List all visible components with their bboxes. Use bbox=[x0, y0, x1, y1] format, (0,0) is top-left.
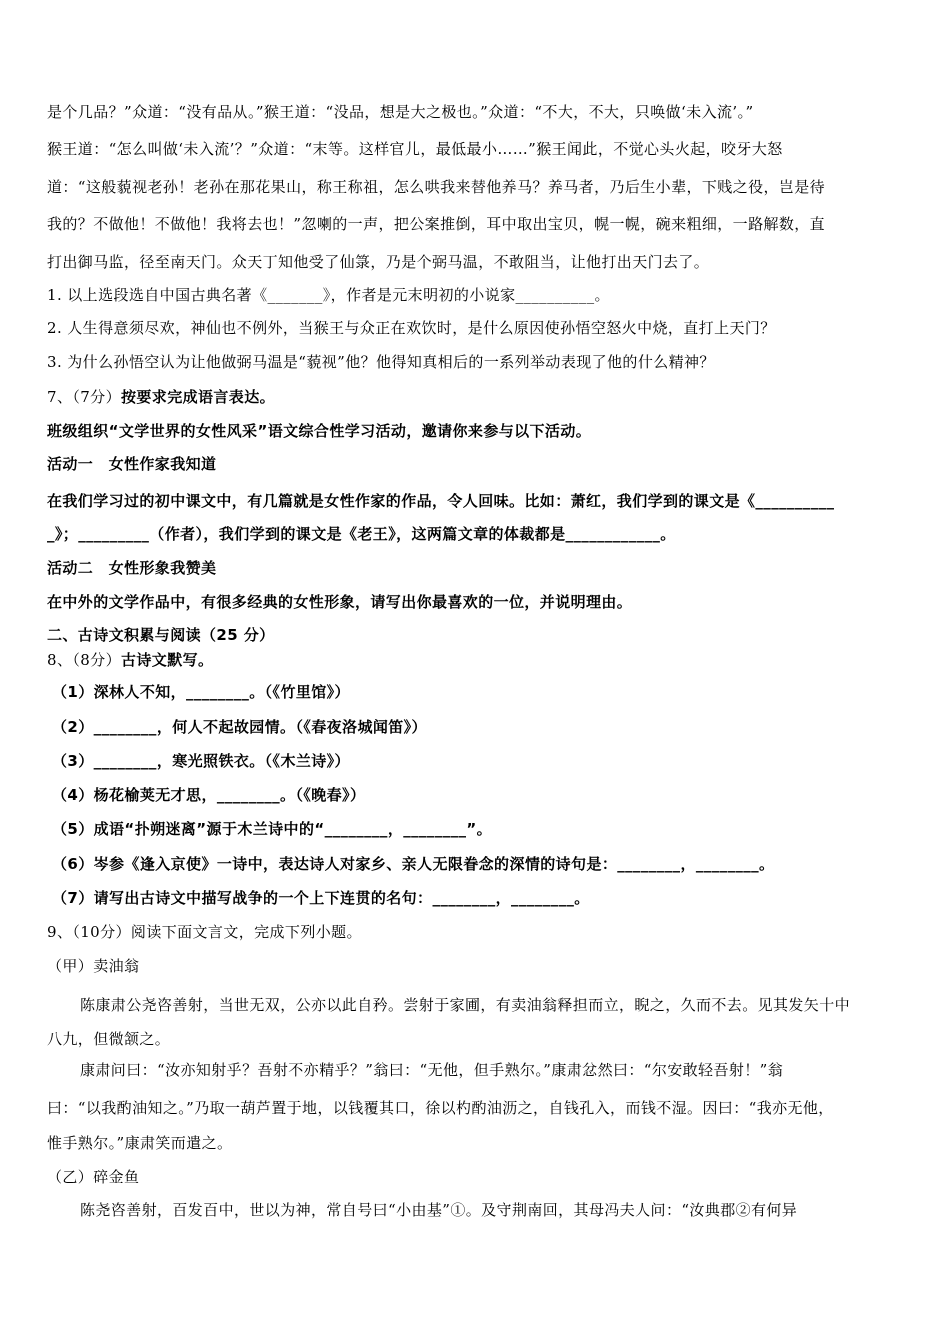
passage-line: 道：“这般藐视老孙！老孙在那花果山，称王称祖，怎么哄我来替他养马？养马者，乃后生小辈，下贱之役，岂是待 bbox=[47, 178, 826, 196]
poem-item: （3）________，寒光照铁衣。（《木兰诗》） bbox=[52, 752, 350, 770]
passage-title: （甲）卖油翁 bbox=[47, 957, 140, 975]
classical-text-line: 曰：“以我酌油知之。”乃取一葫芦置于地，以钱覆其口，徐以杓酌油沥之，自钱孔入，而钱不湿。因曰：“我亦无他， bbox=[47, 1099, 834, 1117]
question-item: 2. 人生得意须尽欢，神仙也不例外，当猴王与众正在欢饮时，是什么原因使孙悟空怒火中烧，直打上天门？ bbox=[47, 319, 776, 337]
classical-text-line: 康肃问曰：“汝亦知射乎？吾射不亦精乎？”翁曰：“无他，但手熟尔。”康肃忿然曰：“尔安敢轻吾射！”翁 bbox=[80, 1061, 784, 1079]
question-title: 按要求完成语言表达。 bbox=[121, 388, 276, 406]
question-number: 7、（7分） bbox=[47, 388, 121, 406]
question-item: 3. 为什么孙悟空认为让他做弼马温是“藐视”他？他得知真相后的一系列举动表现了他的什么精神？ bbox=[47, 353, 715, 371]
poem-item: （2）________，何人不起故园情。（《春夜洛城闻笛》） bbox=[52, 718, 427, 736]
passage-line: 猴王道：“怎么叫做‘未入流’？”众道：“末等。这样官儿，最低最小……”猴王闻此，不觉心头火起，咬牙大怒 bbox=[47, 140, 783, 158]
poem-item: （7）请写出古诗文中描写战争的一个上下连贯的名句：________，________。 bbox=[52, 889, 590, 907]
classical-text-line: 陈康肃公尧咨善射，当世无双，公亦以此自矜。尝射于家圃，有卖油翁释担而立，睨之，久而不去。见其发矢十中 bbox=[80, 996, 851, 1014]
poem-item: （6）岑参《逢入京使》一诗中，表达诗人对家乡、亲人无限眷念的深情的诗句是：________，________。 bbox=[52, 855, 775, 873]
activity-text: 在我们学习过的初中课文中，有几篇就是女性作家的作品，令人回味。比如：萧红，我们学到的课文是《__________ bbox=[47, 492, 835, 510]
poem-item: （5）成语“扑朔迷离”源于木兰诗中的“________，________”。 bbox=[52, 820, 493, 838]
question-9-heading: 9、（10分）阅读下面文言文，完成下列小题。 bbox=[47, 923, 362, 941]
passage-title: （乙）碎金鱼 bbox=[47, 1168, 140, 1186]
question-title: 古诗文默写。 bbox=[121, 651, 214, 669]
question-intro: 班级组织“文学世界的女性风采”语文综合性学习活动，邀请你来参与以下活动。 bbox=[47, 422, 592, 440]
question-8-heading bbox=[47, 650, 213, 670]
question-number: 8、（8分） bbox=[47, 651, 121, 669]
passage-line: 打出御马监，径至南天门。众天丁知他受了仙箓，乃是个弼马温，不敢阻当，让他打出天门去了。 bbox=[47, 253, 710, 271]
poem-item: （4）杨花榆荚无才思，________。（《晚春》） bbox=[52, 786, 366, 804]
activity-text: 在中外的文学作品中，有很多经典的女性形象，请写出你最喜欢的一位，并说明理由。 bbox=[47, 593, 633, 611]
poem-item: （1）深林人不知，________。（《竹里馆》） bbox=[52, 683, 350, 701]
classical-text-line: 惟手熟尔。”康肃笑而遣之。 bbox=[47, 1134, 233, 1152]
section-heading: 二、古诗文积累与阅读（25 分） bbox=[47, 626, 275, 644]
activity-text: _》；_________（作者），我们学到的课文是《老王》，这两篇文章的体裁都是____________。 bbox=[47, 525, 676, 543]
classical-text-line: 八九，但微颔之。 bbox=[47, 1030, 171, 1048]
question-7-heading bbox=[47, 387, 275, 407]
activity-title: 活动二 女性形象我赞美 bbox=[47, 559, 217, 577]
passage-line: 是个几品？”众道：“没有品从。”猴王道：“没品，想是大之极也。”众道：“不大，不大，只唤做‘未入流’。” bbox=[47, 103, 754, 121]
activity-title: 活动一 女性作家我知道 bbox=[47, 455, 217, 473]
classical-text-line: 陈尧咨善射，百发百中，世以为神，常自号曰“小由基”①。及守荆南回，其母冯夫人问：“汝典郡②有何异 bbox=[80, 1201, 798, 1219]
question-item: 1. 以上选段选自中国古典名著《_______》，作者是元末明初的小说家__________。 bbox=[47, 286, 610, 304]
passage-line: 我的？不做他！不做他！我将去也！”忽喇的一声，把公案推倒，耳中取出宝贝，幌一幌，碗来粗细，一路解数，直 bbox=[47, 215, 826, 233]
